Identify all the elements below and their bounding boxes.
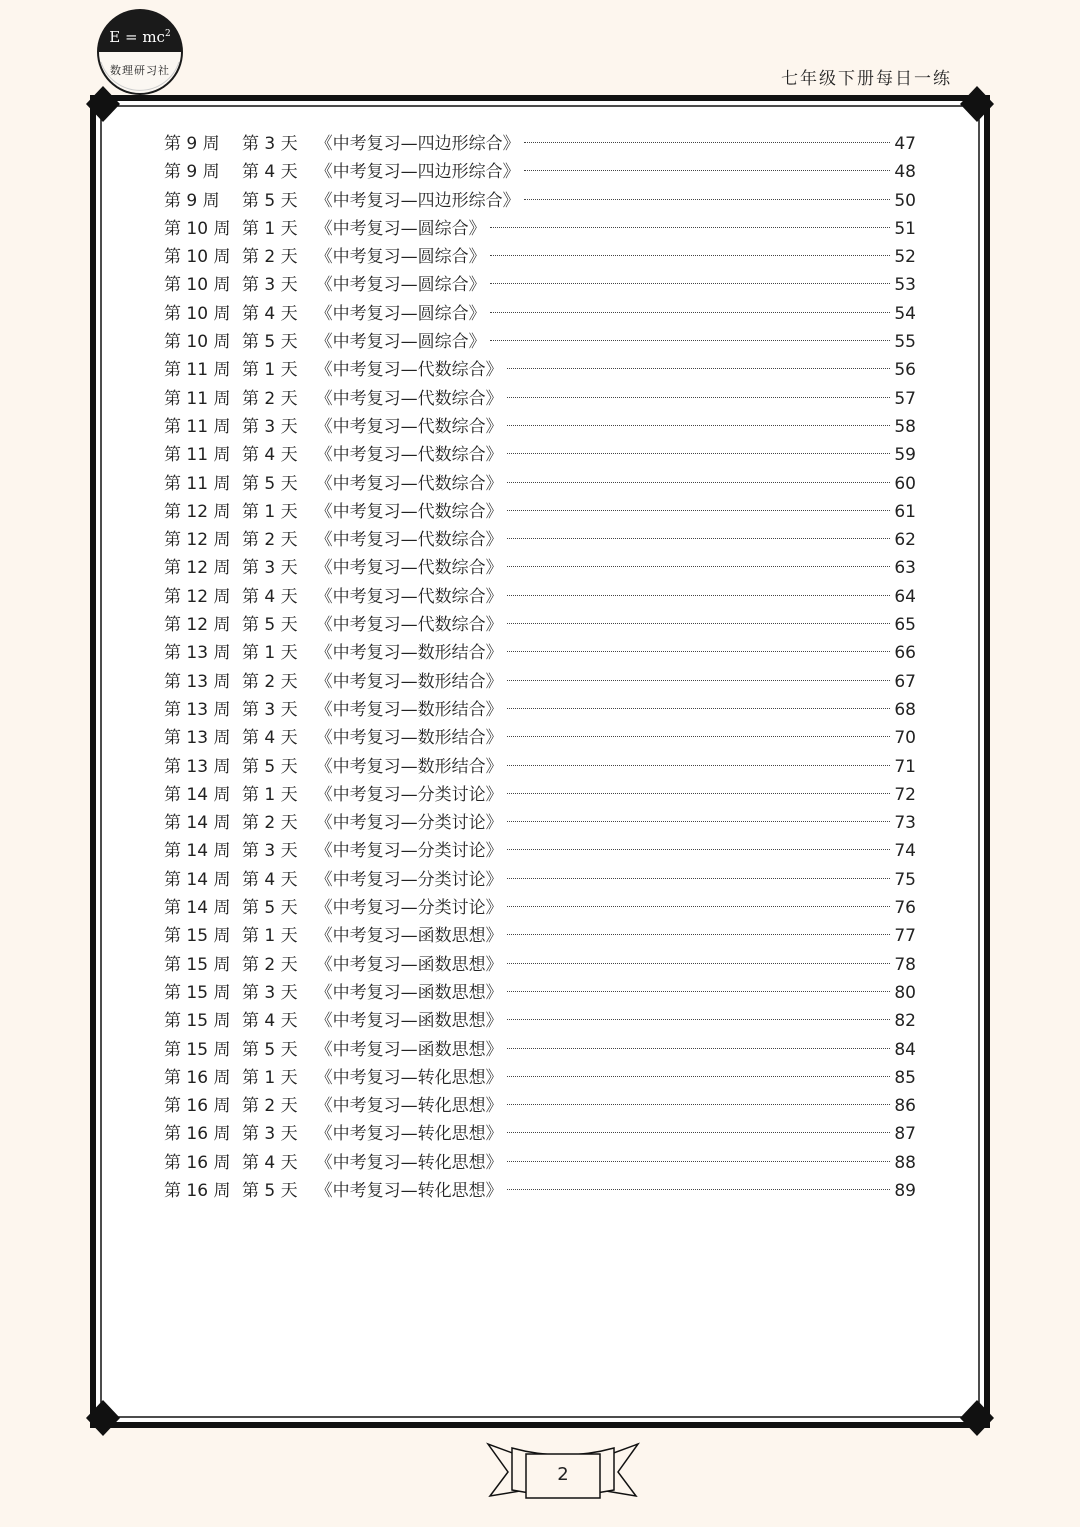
toc-day: 第 5 天 — [242, 473, 298, 494]
toc-page-number: 56 — [894, 360, 916, 381]
toc-title: 《中考复习—圆综合》 — [315, 332, 486, 353]
toc-title: 《中考复习—函数思想》 — [315, 926, 503, 947]
toc-week: 第 9 周 — [164, 134, 220, 154]
toc-title: 《中考复习—分类讨论》 — [315, 841, 503, 862]
toc-week: 第 16 周 — [164, 1096, 231, 1117]
toc-day: 第 1 天 — [242, 784, 298, 805]
toc-day: 第 2 天 — [242, 530, 298, 551]
toc-day: 第 3 天 — [242, 275, 298, 296]
toc-leader-dots — [490, 340, 891, 341]
toc-page-number: 85 — [894, 1067, 916, 1088]
toc-leader-dots — [507, 425, 891, 426]
toc-entry[interactable] — [164, 356, 916, 384]
toc-title: 《中考复习—函数思想》 — [315, 1039, 503, 1060]
toc-entry[interactable] — [164, 300, 916, 328]
toc-title: 《中考复习—代数综合》 — [315, 501, 503, 522]
toc-leader-dots — [524, 142, 891, 143]
toc-leader-dots — [507, 736, 891, 737]
toc-day: 第 1 天 — [242, 501, 298, 522]
toc-page-number: 73 — [894, 813, 916, 834]
toc-week: 第 14 周 — [164, 813, 231, 834]
toc-title: 《中考复习—转化思想》 — [315, 1152, 503, 1173]
toc-entry[interactable] — [164, 781, 916, 809]
toc-page-number: 47 — [894, 134, 916, 154]
toc-title: 《中考复习—转化思想》 — [315, 1067, 503, 1088]
toc-week: 第 11 周 — [164, 473, 231, 494]
toc-week: 第 16 周 — [164, 1067, 231, 1088]
toc-page-number: 66 — [894, 643, 916, 664]
toc-week: 第 10 周 — [164, 332, 231, 353]
toc-week: 第 13 周 — [164, 671, 231, 692]
toc-title: 《中考复习—转化思想》 — [315, 1124, 503, 1145]
toc-day: 第 3 天 — [242, 416, 298, 437]
toc-page-number: 58 — [894, 416, 916, 437]
toc-week: 第 16 周 — [164, 1124, 231, 1145]
toc-day: 第 1 天 — [242, 360, 298, 381]
toc-leader-dots — [490, 255, 891, 256]
toc-week: 第 16 周 — [164, 1152, 231, 1173]
toc-entry[interactable] — [164, 271, 916, 299]
table-of-contents — [164, 130, 916, 1205]
toc-title: 《中考复习—圆综合》 — [315, 303, 486, 324]
toc-page-number: 60 — [894, 473, 916, 494]
toc-title: 《中考复习—分类讨论》 — [315, 813, 503, 834]
toc-page-number: 52 — [894, 247, 916, 268]
toc-leader-dots — [507, 566, 891, 567]
toc-entry[interactable] — [164, 753, 916, 781]
toc-entry[interactable] — [164, 526, 916, 554]
toc-title: 《中考复习—数形结合》 — [315, 671, 503, 692]
toc-entry[interactable] — [164, 1036, 916, 1064]
toc-leader-dots — [507, 482, 891, 483]
toc-week: 第 15 周 — [164, 1011, 231, 1032]
toc-day: 第 3 天 — [242, 1124, 298, 1145]
toc-day: 第 3 天 — [242, 134, 298, 154]
toc-week: 第 14 周 — [164, 784, 231, 805]
toc-leader-dots — [507, 1161, 891, 1162]
toc-day: 第 3 天 — [242, 982, 298, 1003]
toc-day: 第 5 天 — [242, 615, 298, 636]
toc-day: 第 5 天 — [242, 898, 298, 919]
toc-entry[interactable] — [164, 1007, 916, 1035]
toc-day: 第 4 天 — [242, 869, 298, 890]
toc-leader-dots — [524, 170, 891, 171]
toc-week: 第 12 周 — [164, 615, 231, 636]
toc-leader-dots — [507, 397, 891, 398]
toc-page-number: 88 — [894, 1152, 916, 1173]
toc-week: 第 11 周 — [164, 445, 231, 466]
toc-day: 第 3 天 — [242, 841, 298, 862]
toc-page-number: 77 — [894, 926, 916, 947]
toc-page-number: 54 — [894, 303, 916, 324]
toc-week: 第 12 周 — [164, 501, 231, 522]
toc-page-number: 50 — [894, 190, 916, 211]
toc-week: 第 13 周 — [164, 699, 231, 720]
toc-entry[interactable] — [164, 639, 916, 667]
toc-week: 第 15 周 — [164, 926, 231, 947]
header-title: 七年级下册每日一练 — [781, 69, 952, 89]
toc-day: 第 5 天 — [242, 756, 298, 777]
toc-week: 第 13 周 — [164, 643, 231, 664]
toc-entry[interactable] — [164, 328, 916, 356]
toc-day: 第 5 天 — [242, 1039, 298, 1060]
toc-week: 第 15 周 — [164, 1039, 231, 1060]
toc-page-number: 62 — [894, 530, 916, 551]
toc-title: 《中考复习—代数综合》 — [315, 388, 503, 409]
toc-day: 第 3 天 — [242, 558, 298, 579]
toc-leader-dots — [507, 934, 891, 935]
toc-title: 《中考复习—数形结合》 — [315, 756, 503, 777]
toc-entry[interactable] — [164, 187, 916, 215]
toc-leader-dots — [507, 651, 891, 652]
toc-week: 第 12 周 — [164, 558, 231, 579]
toc-leader-dots — [507, 368, 891, 369]
toc-title: 《中考复习—四边形综合》 — [315, 190, 520, 211]
toc-leader-dots — [490, 227, 891, 228]
toc-page-number: 71 — [894, 756, 916, 777]
toc-day: 第 1 天 — [242, 643, 298, 664]
toc-day: 第 2 天 — [242, 954, 298, 975]
toc-page-number: 48 — [894, 162, 916, 183]
toc-title: 《中考复习—数形结合》 — [315, 643, 503, 664]
toc-day: 第 2 天 — [242, 247, 298, 268]
toc-entry[interactable] — [164, 385, 916, 413]
toc-entry[interactable] — [164, 894, 916, 922]
logo-formula: $E = mc^2$ — [109, 28, 171, 46]
toc-title: 《中考复习—圆综合》 — [315, 247, 486, 268]
toc-leader-dots — [507, 765, 891, 766]
toc-title: 《中考复习—四边形综合》 — [315, 162, 520, 183]
toc-entry[interactable] — [164, 922, 916, 950]
toc-leader-dots — [507, 680, 891, 681]
toc-day: 第 2 天 — [242, 388, 298, 409]
toc-day: 第 5 天 — [242, 332, 298, 353]
toc-page-number: 87 — [894, 1124, 916, 1145]
toc-page-number: 78 — [894, 954, 916, 975]
toc-title: 《中考复习—转化思想》 — [315, 1096, 503, 1117]
toc-day: 第 4 天 — [242, 162, 298, 183]
toc-day: 第 5 天 — [242, 190, 298, 211]
toc-day: 第 3 天 — [242, 699, 298, 720]
toc-page-number: 55 — [894, 332, 916, 353]
toc-entry[interactable] — [164, 130, 916, 158]
toc-page-number: 84 — [894, 1039, 916, 1060]
toc-title: 《中考复习—分类讨论》 — [315, 784, 503, 805]
toc-entry[interactable] — [164, 243, 916, 271]
toc-leader-dots — [490, 312, 891, 313]
toc-leader-dots — [507, 849, 891, 850]
toc-week: 第 16 周 — [164, 1180, 231, 1201]
toc-page-number: 67 — [894, 671, 916, 692]
toc-page-number: 57 — [894, 388, 916, 409]
toc-leader-dots — [507, 1076, 891, 1077]
toc-page-number: 89 — [894, 1180, 916, 1201]
toc-day: 第 2 天 — [242, 1096, 298, 1117]
toc-leader-dots — [507, 453, 891, 454]
toc-day: 第 4 天 — [242, 445, 298, 466]
toc-week: 第 12 周 — [164, 586, 231, 607]
logo-name: 数理研习社 — [110, 64, 170, 77]
toc-week: 第 10 周 — [164, 303, 231, 324]
toc-leader-dots — [507, 1189, 891, 1190]
toc-day: 第 4 天 — [242, 1152, 298, 1173]
toc-title: 《中考复习—代数综合》 — [315, 558, 503, 579]
toc-week: 第 11 周 — [164, 416, 231, 437]
toc-page-number: 65 — [894, 615, 916, 636]
toc-page-number: 63 — [894, 558, 916, 579]
toc-day: 第 2 天 — [242, 813, 298, 834]
toc-week: 第 11 周 — [164, 360, 231, 381]
toc-entry[interactable] — [164, 470, 916, 498]
toc-entry[interactable] — [164, 1177, 916, 1205]
toc-entry[interactable] — [164, 1149, 916, 1177]
toc-leader-dots — [507, 595, 891, 596]
toc-title: 《中考复习—代数综合》 — [315, 360, 503, 381]
toc-week: 第 13 周 — [164, 728, 231, 749]
toc-week: 第 14 周 — [164, 898, 231, 919]
toc-leader-dots — [507, 1132, 891, 1133]
toc-day: 第 4 天 — [242, 728, 298, 749]
toc-week: 第 15 周 — [164, 954, 231, 975]
toc-title: 《中考复习—函数思想》 — [315, 954, 503, 975]
toc-day: 第 1 天 — [242, 218, 298, 239]
toc-leader-dots — [507, 878, 891, 879]
toc-entry[interactable] — [164, 866, 916, 894]
toc-entry[interactable] — [164, 215, 916, 243]
toc-leader-dots — [507, 1019, 891, 1020]
toc-leader-dots — [507, 538, 891, 539]
toc-entry[interactable] — [164, 158, 916, 186]
toc-title: 《中考复习—代数综合》 — [315, 615, 503, 636]
toc-title: 《中考复习—代数综合》 — [315, 530, 503, 551]
toc-entry[interactable] — [164, 951, 916, 979]
toc-title: 《中考复习—函数思想》 — [315, 982, 503, 1003]
toc-title: 《中考复习—分类讨论》 — [315, 869, 503, 890]
toc-entry[interactable] — [164, 979, 916, 1007]
toc-week: 第 10 周 — [164, 247, 231, 268]
toc-page-number: 86 — [894, 1096, 916, 1117]
toc-entry[interactable] — [164, 498, 916, 526]
toc-day: 第 4 天 — [242, 1011, 298, 1032]
toc-page-number: 82 — [894, 1011, 916, 1032]
toc-title: 《中考复习—圆综合》 — [315, 275, 486, 296]
toc-title: 《中考复习—代数综合》 — [315, 586, 503, 607]
toc-week: 第 10 周 — [164, 275, 231, 296]
toc-day: 第 4 天 — [242, 586, 298, 607]
toc-day: 第 4 天 — [242, 303, 298, 324]
toc-week: 第 13 周 — [164, 756, 231, 777]
toc-title: 《中考复习—分类讨论》 — [315, 898, 503, 919]
toc-page-number: 75 — [894, 869, 916, 890]
toc-leader-dots — [507, 821, 891, 822]
toc-leader-dots — [507, 1048, 891, 1049]
toc-entry[interactable] — [164, 1120, 916, 1148]
toc-entry[interactable] — [164, 696, 916, 724]
toc-page-number: 72 — [894, 784, 916, 805]
page-number-banner — [486, 1438, 640, 1502]
toc-title: 《中考复习—代数综合》 — [315, 445, 503, 466]
toc-leader-dots — [507, 1104, 891, 1105]
toc-entry[interactable] — [164, 554, 916, 582]
toc-page-number: 59 — [894, 445, 916, 466]
toc-page-number: 74 — [894, 841, 916, 862]
toc-page-number: 70 — [894, 728, 916, 749]
toc-page-number: 68 — [894, 699, 916, 720]
toc-title: 《中考复习—圆综合》 — [315, 218, 486, 239]
toc-entry[interactable] — [164, 837, 916, 865]
toc-title: 《中考复习—代数综合》 — [315, 473, 503, 494]
toc-day: 第 5 天 — [242, 1180, 298, 1201]
toc-day: 第 1 天 — [242, 926, 298, 947]
toc-leader-dots — [507, 963, 891, 964]
toc-entry[interactable] — [164, 1092, 916, 1120]
toc-leader-dots — [507, 991, 891, 992]
toc-week: 第 11 周 — [164, 388, 231, 409]
toc-week: 第 14 周 — [164, 841, 231, 862]
toc-leader-dots — [507, 510, 891, 511]
toc-leader-dots — [507, 906, 891, 907]
toc-day: 第 1 天 — [242, 1067, 298, 1088]
toc-page-number: 61 — [894, 501, 916, 522]
toc-week: 第 14 周 — [164, 869, 231, 890]
toc-page-number: 76 — [894, 898, 916, 919]
toc-entry[interactable] — [164, 724, 916, 752]
toc-entry[interactable] — [164, 441, 916, 469]
toc-title: 《中考复习—函数思想》 — [315, 1011, 503, 1032]
toc-title: 《中考复习—代数综合》 — [315, 416, 503, 437]
page-number: 2 — [557, 1464, 569, 1485]
toc-leader-dots — [507, 793, 891, 794]
toc-week: 第 9 周 — [164, 190, 220, 211]
toc-page-number: 64 — [894, 586, 916, 607]
toc-day: 第 2 天 — [242, 671, 298, 692]
toc-page-number: 80 — [894, 982, 916, 1003]
toc-title: 《中考复习—四边形综合》 — [315, 134, 520, 154]
toc-entry[interactable] — [164, 668, 916, 696]
toc-page-number: 53 — [894, 275, 916, 296]
toc-week: 第 9 周 — [164, 162, 220, 183]
toc-title: 《中考复习—转化思想》 — [315, 1180, 503, 1201]
toc-entry[interactable] — [164, 413, 916, 441]
toc-title: 《中考复习—数形结合》 — [315, 699, 503, 720]
toc-page-number: 51 — [894, 218, 916, 239]
toc-week: 第 15 周 — [164, 982, 231, 1003]
toc-week: 第 10 周 — [164, 218, 231, 239]
toc-entry[interactable] — [164, 1064, 916, 1092]
toc-week: 第 12 周 — [164, 530, 231, 551]
toc-entry[interactable] — [164, 809, 916, 837]
toc-entry[interactable] — [164, 611, 916, 639]
toc-entry[interactable] — [164, 583, 916, 611]
toc-title: 《中考复习—数形结合》 — [315, 728, 503, 749]
toc-leader-dots — [507, 708, 891, 709]
toc-leader-dots — [524, 199, 891, 200]
toc-leader-dots — [490, 283, 891, 284]
toc-leader-dots — [507, 623, 891, 624]
